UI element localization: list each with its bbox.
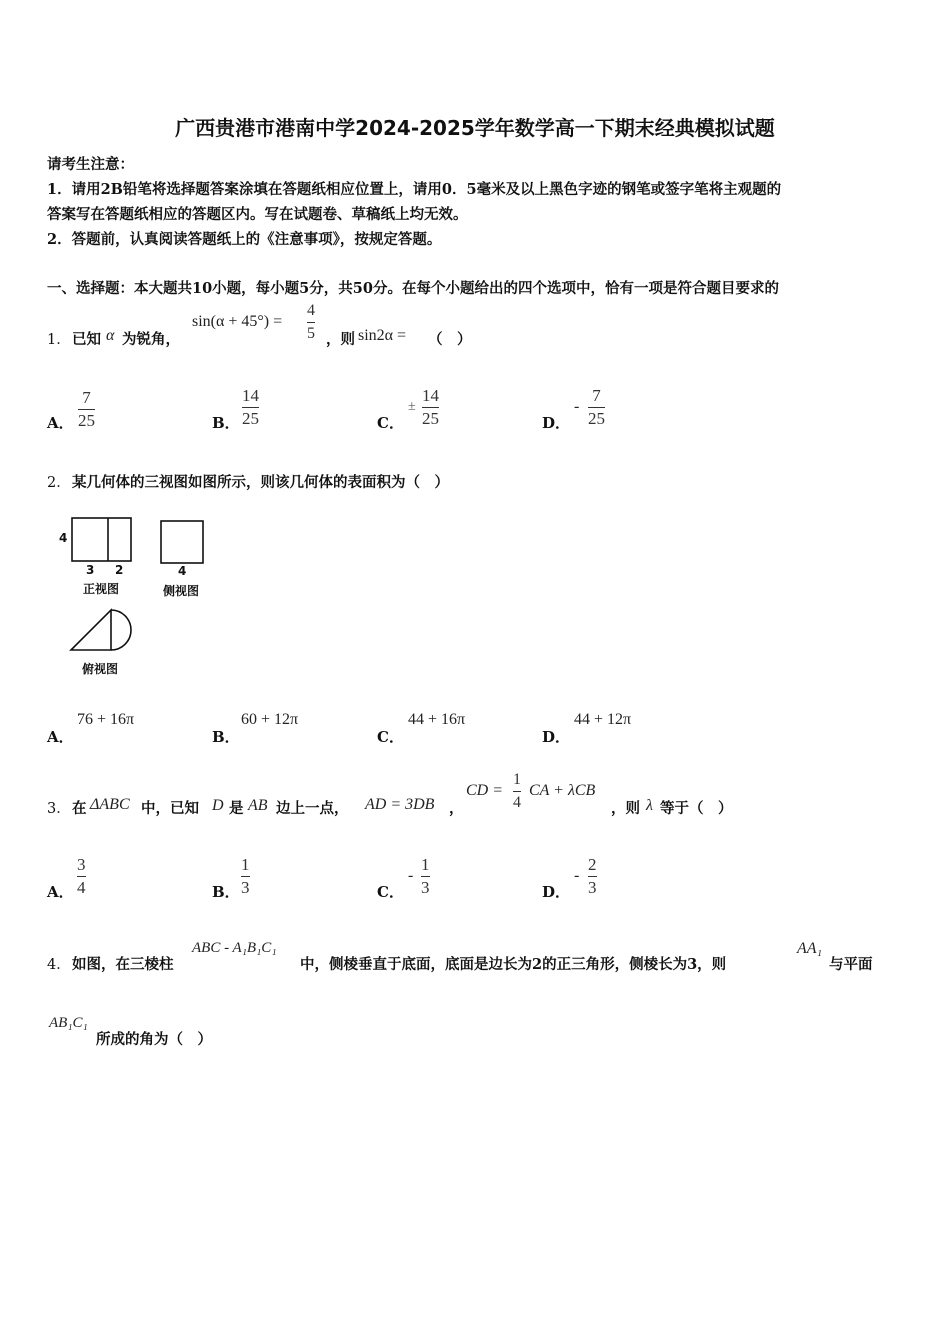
q3-eq-1: AD = 3DB bbox=[365, 796, 435, 813]
q4-number: 4． bbox=[47, 957, 71, 973]
q1-option-c-fraction bbox=[422, 386, 439, 429]
side-width-label: 4 bbox=[178, 564, 187, 578]
q3-text-6: 等于（ ） bbox=[660, 800, 733, 817]
q3-text-5: ，则 bbox=[611, 800, 640, 817]
q1-frac-den: 5 bbox=[307, 325, 315, 342]
q1-option-d-label: D． bbox=[542, 414, 571, 432]
q2-option-b-value: 60 + 12π bbox=[241, 711, 299, 728]
q3-option-d-den: 3 bbox=[588, 878, 597, 897]
q3-text-3: 是 bbox=[229, 800, 244, 817]
q3-comma: ， bbox=[449, 800, 464, 817]
q3-eq-2b: CA + λCB bbox=[529, 782, 596, 799]
q3-text-2: 中，已知 bbox=[141, 800, 199, 817]
q1-number: 1． bbox=[47, 332, 71, 348]
q4-text-3: 与平面 bbox=[829, 956, 873, 973]
q3-option-c-den: 3 bbox=[421, 878, 430, 897]
q2-option-c-value: 44 + 16π bbox=[408, 711, 466, 728]
q1-option-b-num: 14 bbox=[242, 386, 259, 405]
q1-option-c-label: C． bbox=[377, 414, 404, 432]
top-view-label: 俯视图 bbox=[82, 662, 119, 676]
q3-option-b-num: 1 bbox=[241, 855, 250, 874]
q3-option-d-label: D． bbox=[542, 883, 571, 901]
q3-option-a-num: 3 bbox=[77, 855, 86, 874]
q3-option-a-label: A． bbox=[47, 883, 74, 901]
notice-line-2: 答案写在答题纸相应的答题区内。写在试题卷、草稿纸上均无效。 bbox=[47, 206, 468, 223]
q3-text-4: 边上一点， bbox=[276, 800, 349, 817]
q4-prism: ABC - A₁B₁C₁ bbox=[192, 940, 277, 956]
q1-option-a-label: A． bbox=[47, 414, 74, 432]
q1-alpha: α bbox=[106, 327, 115, 344]
q1-frac-num: 4 bbox=[307, 302, 315, 319]
q1-fraction bbox=[307, 301, 315, 344]
notice-heading: 请考生注意： bbox=[47, 156, 134, 173]
q3-eq-2a: CD = bbox=[466, 782, 504, 799]
q1-option-b-den: 25 bbox=[242, 409, 259, 428]
q3-option-a-fraction bbox=[77, 855, 86, 898]
q4-text-2: 中，侧棱垂直于底面，底面是边长为2的正三角形，侧棱长为3，则 bbox=[300, 956, 727, 973]
q3-ab: AB bbox=[248, 797, 268, 814]
q2-number: 2． bbox=[47, 475, 71, 491]
q3-option-b-den: 3 bbox=[241, 878, 250, 897]
q3-fraction bbox=[513, 770, 521, 813]
q3-frac-den: 4 bbox=[513, 794, 521, 811]
q3-triangle: ΔABC bbox=[90, 796, 130, 813]
q2-text: 某几何体的三视图如图所示，则该几何体的表面积为（ ） bbox=[72, 474, 449, 491]
q1-text-1: 已知 bbox=[72, 331, 101, 348]
q3-option-b-label: B． bbox=[212, 883, 240, 901]
q3-option-c-num: 1 bbox=[421, 855, 430, 874]
q1-text-3: ，则 bbox=[326, 331, 355, 348]
q1-option-d-sign: - bbox=[574, 398, 580, 415]
q3-option-d-num: 2 bbox=[588, 855, 597, 874]
front-view-label: 正视图 bbox=[83, 582, 120, 596]
front-width-1-label: 3 bbox=[86, 563, 95, 577]
q2-option-b-label: B． bbox=[212, 728, 240, 746]
q3-text-1: 在 bbox=[72, 800, 87, 817]
notice-line-3: 2．答题前，认真阅读答题纸上的《注意事项》，按规定答题。 bbox=[47, 231, 442, 248]
q4-aa1: AA₁ bbox=[797, 940, 823, 957]
front-height-label: 4 bbox=[59, 531, 68, 545]
q3-option-c-label: C． bbox=[377, 883, 404, 901]
q1-option-d-fraction bbox=[588, 386, 605, 429]
q3-option-d-sign: - bbox=[574, 867, 580, 884]
q4-text-4: 所成的角为（ ） bbox=[96, 1031, 212, 1048]
q1-option-b-label: B． bbox=[212, 414, 240, 432]
q2-option-d-value: 44 + 12π bbox=[574, 711, 632, 728]
q3-d: D bbox=[212, 797, 224, 814]
q1-option-a-num: 7 bbox=[82, 388, 91, 407]
q3-lambda: λ bbox=[646, 797, 653, 814]
q2-option-c-label: C． bbox=[377, 728, 404, 746]
front-width-2-label: 2 bbox=[115, 563, 124, 577]
q3-option-c-sign: - bbox=[408, 867, 414, 884]
notice-line-1: 1．请用2B铅笔将选择题答案涂填在答题纸相应位置上，请用0．5毫米及以上黑色字迹的钢笔或签字笔将主观题的 bbox=[47, 181, 782, 198]
q2-option-a-label: A． bbox=[47, 728, 74, 746]
page-title: 广西贵港市港南中学2024-2025学年数学高一下期末经典模拟试题 bbox=[175, 116, 775, 140]
q3-option-a-den: 4 bbox=[77, 878, 86, 897]
q2-option-d-label: D． bbox=[542, 728, 571, 746]
q3-option-c-fraction bbox=[421, 855, 430, 898]
section-heading: 一、选择题：本大题共10小题，每小题5分，共50分。在每个小题给出的四个选项中，恰有一项是符合题目要求的 bbox=[47, 280, 779, 297]
q4-text-1: 如图，在三棱柱 bbox=[72, 956, 174, 973]
q1-option-a-fraction bbox=[78, 388, 95, 431]
q1-option-d-den: 25 bbox=[588, 409, 605, 428]
q1-text-2: 为锐角， bbox=[122, 331, 180, 348]
q3-option-b-fraction bbox=[241, 855, 250, 898]
q1-option-c-num: 14 bbox=[422, 386, 439, 405]
q1-option-c-sign: ± bbox=[408, 399, 416, 414]
q1-option-d-num: 7 bbox=[592, 386, 601, 405]
q4-plane: AB₁C₁ bbox=[49, 1015, 88, 1031]
side-view-label: 侧视图 bbox=[163, 584, 200, 598]
q1-option-a-den: 25 bbox=[78, 411, 95, 430]
q1-expr-2: sin2α = bbox=[358, 327, 407, 344]
q1-text-4: （ ） bbox=[428, 331, 472, 348]
q3-number: 3． bbox=[47, 801, 71, 817]
q3-option-d-fraction bbox=[588, 855, 597, 898]
q2-option-a-value: 76 + 16π bbox=[77, 711, 135, 728]
q1-expr: sin(α + 45°) = bbox=[192, 313, 283, 330]
q1-option-c-den: 25 bbox=[422, 409, 439, 428]
q1-option-b-fraction bbox=[242, 386, 259, 429]
q3-frac-num: 1 bbox=[513, 771, 521, 788]
